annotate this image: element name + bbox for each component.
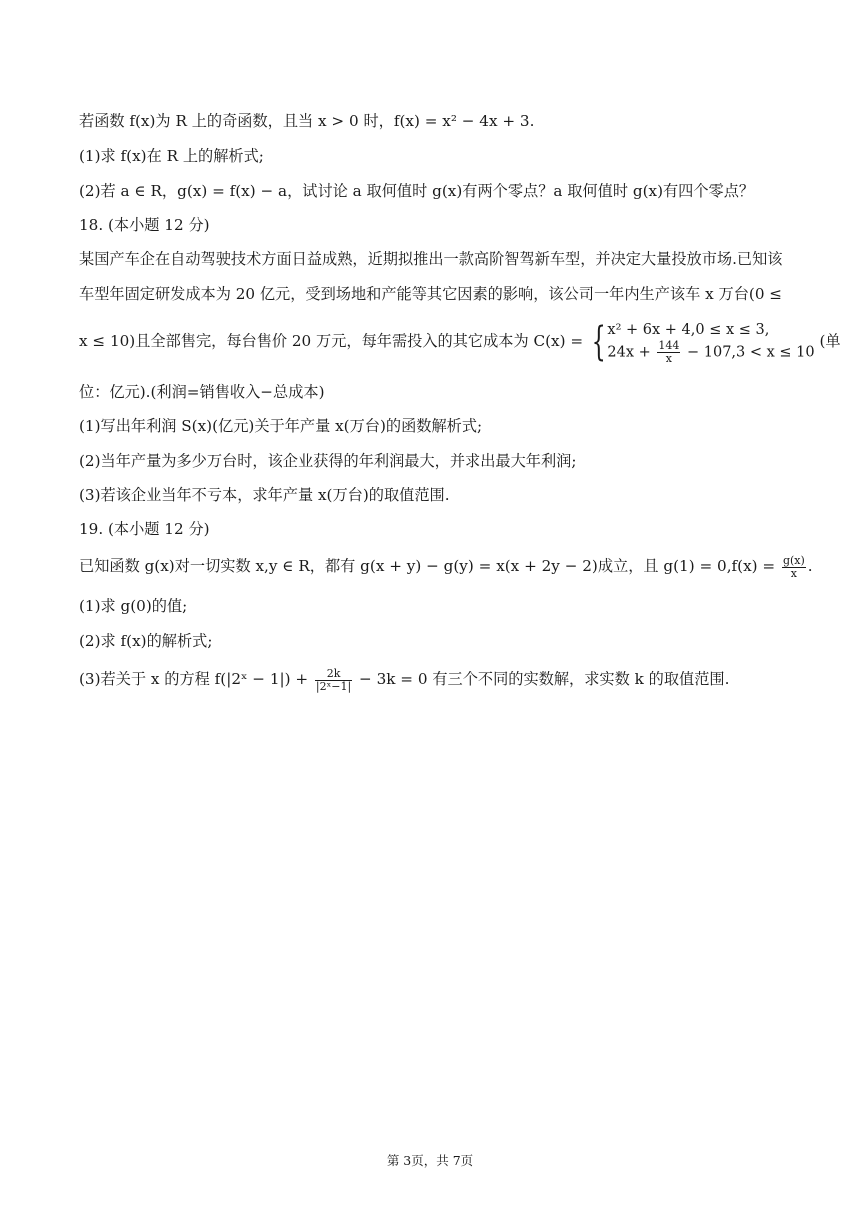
- q18-line3-suffix: (单: [819, 332, 841, 350]
- fraction-denominator: x: [790, 566, 797, 580]
- q18-part1: (1)写出年利润 S(x)(亿元)关于年产量 x(万台)的函数解析式;: [79, 417, 483, 435]
- page-footer: 第 3页，共 7页: [386, 1153, 474, 1168]
- cases-brace: {: [591, 319, 606, 365]
- q19-intro-suffix: .: [807, 557, 813, 575]
- q19-part1: (1)求 g(0)的值;: [79, 597, 188, 615]
- fraction-denominator: x: [665, 351, 672, 365]
- q19-fraction: [782, 555, 806, 580]
- case-2-fraction: [657, 340, 680, 365]
- q18-text-line3: [79, 319, 841, 365]
- case-2-tail: − 107,3 < x ≤ 10: [687, 344, 815, 360]
- q18-line3-prefix: x ≤ 10)且全部售完，每台售价 20 万元，每年需投入的其它成本为 C(x) =: [79, 332, 584, 350]
- piecewise-cases: [607, 320, 814, 365]
- q18-text-line2: 车型年固定研发成本为 20 亿元，受到场地和产能等其它因素的影响，该公司一年内生产该车 x 万台(0 ≤: [79, 285, 783, 303]
- q17-part2: (2)若 a ∈ R，g(x) = f(x) − a，试讨论 a 取何值时 g(x)有两个零点？a 取何值时 g(x)有四个零点？: [79, 182, 755, 200]
- case-2: [607, 340, 814, 365]
- q19-intro-prefix: 已知函数 g(x)对一切实数 x,y ∈ R，都有 g(x + y) − g(y) = x(x + 2y − 2)成立，且 g(1) = 0,f(x) =: [79, 557, 776, 575]
- q18-text-line1: 某国产车企在自动驾驶技术方面日益成熟，近期拟推出一款高阶智驾新车型，并决定大量投放市场.已知该: [79, 250, 783, 268]
- q18-part3: (3)若该企业当年不亏本，求年产量 x(万台)的取值范围.: [79, 486, 450, 504]
- q19-intro: [79, 551, 813, 581]
- q17-intro: 若函数 f(x)为 R 上的奇函数，且当 x > 0 时，f(x) = x² − 4x + 3.: [79, 112, 535, 130]
- q19-header: 19. (本小题 12 分): [79, 520, 210, 538]
- q18-text-line4: 位：亿元).(利润=销售收入−总成本): [79, 383, 325, 401]
- q19-part3: [79, 664, 729, 694]
- fraction-numerator: 144: [658, 338, 680, 352]
- q17-part1: (1)求 f(x)在 R 上的解析式;: [79, 147, 264, 165]
- fraction-denominator: |2ˣ−1|: [315, 679, 352, 693]
- fraction-numerator: 2k: [315, 668, 352, 681]
- case-1: x² + 6x + 4,0 ≤ x ≤ 3,: [607, 321, 770, 338]
- q18-header: 18. (本小题 12 分): [79, 216, 210, 234]
- q19-part3-fraction: [315, 668, 352, 693]
- q19-part3-suffix: − 3k = 0 有三个不同的实数解，求实数 k 的取值范围.: [359, 670, 730, 688]
- fraction-numerator: g(x): [782, 553, 805, 567]
- q19-part2: (2)求 f(x)的解析式;: [79, 632, 213, 650]
- q18-part2: (2)当年产量为多少万台时，该企业获得的年利润最大，并求出最大年利润;: [79, 452, 577, 470]
- q19-part3-prefix: (3)若关于 x 的方程 f(|2ˣ − 1|) +: [79, 670, 309, 688]
- case-2-lead: 24x +: [607, 344, 651, 360]
